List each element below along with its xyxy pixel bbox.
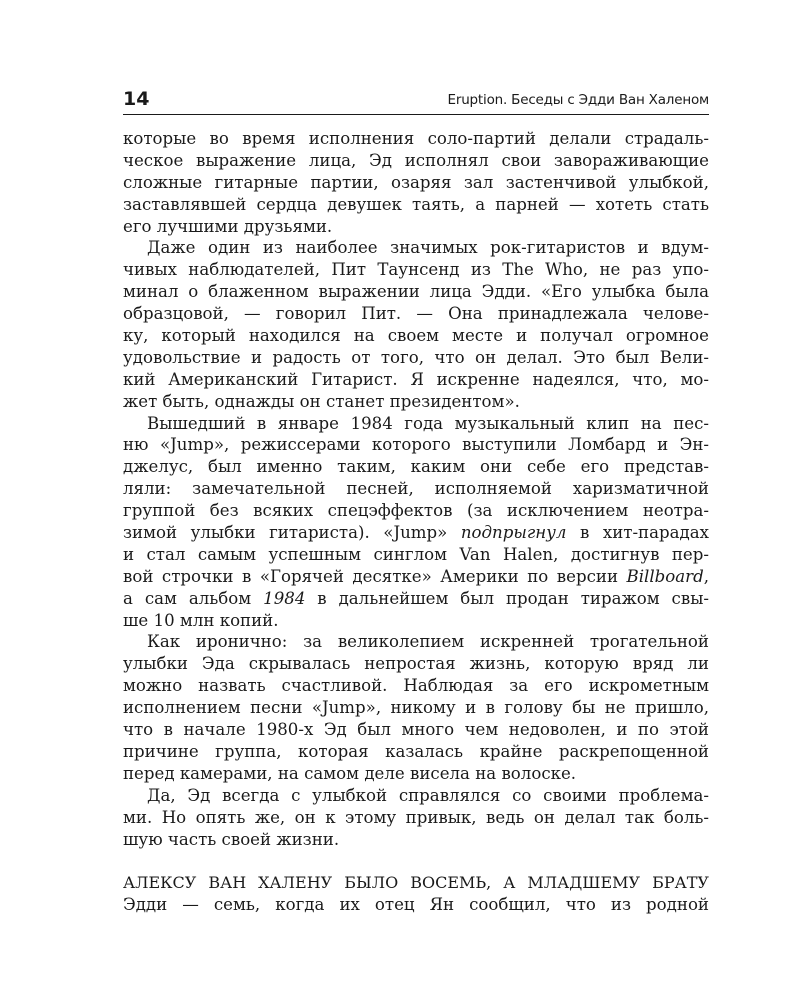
text-run: в дальнейшем был продан тиражом свы- (305, 588, 709, 608)
text-line: Вышедший в январе 1984 года музыкальный клип на пес- (147, 413, 709, 433)
text-line: Как иронично: за великолепием искренней трогательной (147, 632, 709, 652)
running-header (123, 86, 709, 115)
paragraph (123, 128, 709, 237)
text-line: улыбки Эда скрывалась непростая жизнь, которую вряд ли (123, 654, 709, 674)
italic-run: Billboard (626, 566, 704, 586)
text-line: ческое выражение лица, Эд исполнял свои завораживающие (123, 150, 709, 170)
text-line: ше 10 млн копий. (123, 610, 279, 630)
text-line: удовольствие и радость от того, что он делал. Это был Вели- (123, 347, 709, 367)
body-text (123, 128, 709, 916)
running-title: Eruption. Беседы с Эдди Ван Халеном (447, 92, 709, 108)
text-line: ляли: замечательной песней, исполняемой харизматичной (123, 479, 709, 499)
text-line (123, 522, 709, 544)
text-line: Да, Эд всегда с улыбкой справлялся со своими проблема- (147, 785, 709, 805)
text-line: образцовой, — говорил Пит. — Она принадлежала челове- (123, 304, 709, 324)
caps-opening-line: АЛЕКСУ ВАН ХАЛЕНУ БЫЛО ВОСЕМЬ, А МЛАДШЕМУ БРАТУ (123, 873, 709, 893)
paragraph (123, 631, 709, 784)
text-line: джелус, был именно таким, каким они себе его представ- (123, 457, 709, 477)
text-line: минал о блаженном выражении лица Эдди. «Его улыбка была (123, 282, 709, 302)
text-line: жет быть, однажды он станет президентом». (123, 391, 520, 411)
text-line: сложные гитарные партии, озаряя зал застенчивой улыбкой, (123, 172, 709, 192)
text-line: которые во время исполнения соло-партий делали страдаль- (123, 129, 709, 148)
section-start (123, 872, 709, 916)
text-line: что в начале 1980-х Эд был много чем недоволен, и по этой (123, 720, 709, 740)
italic-run: подпрыгнул (460, 523, 567, 543)
text-line: Даже один из наиболее значимых рок-гитаристов и вдум- (147, 238, 709, 258)
text-run: в хит-парадах (566, 523, 709, 543)
page-number: 14 (123, 88, 150, 110)
text-line: исполнением песни «Jump», никому и в голову бы не пришло, (123, 698, 709, 718)
text-line: группой без всяких спецэффектов (за исключением неотра- (123, 501, 709, 521)
section-break (123, 850, 709, 872)
text-line: его лучшими друзьями. (123, 216, 333, 236)
text-line: причине группа, которая казалась крайне раскрепощенной (123, 741, 709, 761)
text-line: и стал самым успешным синглом Van Halen, достигнув пер- (123, 544, 709, 564)
text-line: шую часть своей жизни. (123, 829, 340, 849)
text-line: ку, который находился на своем месте и получал огромное (123, 326, 709, 346)
italic-run: 1984 (263, 588, 306, 608)
text-run: зимой улыбки гитариста). «Jump» (123, 523, 461, 543)
paragraph (123, 413, 709, 632)
text-line: Эдди — семь, когда их отец Ян сообщил, что из родной (123, 895, 709, 915)
text-line: заставлявшей сердца девушек таять, а парней — хотеть стать (123, 194, 709, 214)
paragraph (123, 237, 709, 412)
text-line (123, 588, 709, 610)
text-line: кий Американский Гитарист. Я искренне надеялся, что, мо- (123, 369, 709, 389)
text-run: , (703, 566, 709, 586)
text-line (123, 566, 709, 588)
text-run: а сам альбом (123, 588, 264, 608)
text-line: перед камерами, на самом деле висела на волоске. (123, 763, 577, 783)
text-run: вой строчки в «Горячей десятке» Америки по версии (123, 566, 627, 586)
paragraph (123, 785, 709, 851)
text-line: ню «Jump», режиссерами которого выступили Ломбард и Эн- (123, 435, 709, 455)
text-line: ми. Но опять же, он к этому привык, ведь он делал так боль- (123, 807, 709, 827)
text-line: можно назвать счастливой. Наблюдая за его искрометным (123, 676, 709, 696)
text-line: чивых наблюдателей, Пит Таунсенд из The Who, не раз упо- (123, 260, 709, 280)
